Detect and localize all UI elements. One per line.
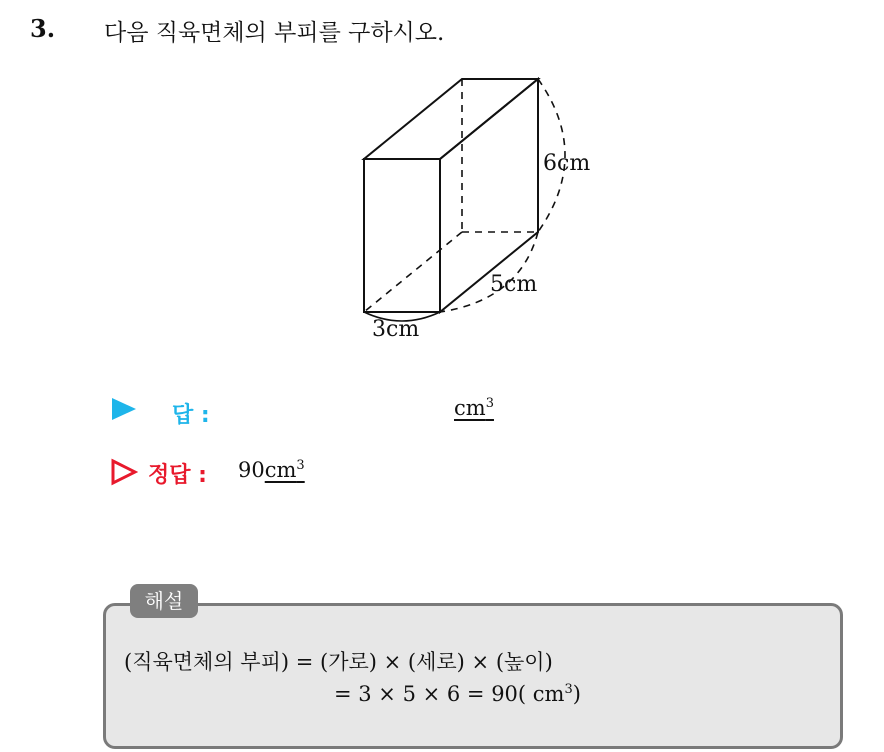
correct-value: 90	[238, 458, 265, 482]
correct-unit: $cm^3$	[264, 458, 305, 482]
explanation-line-1: (직육면체의 부피) = (가로) × (세로) × (높이)	[124, 650, 553, 674]
answer-unit[interactable]: $cm^3$	[454, 396, 494, 420]
question-text: 다음 직육면체의 부피를 구하시오.	[104, 20, 445, 46]
depth-label: 5cm	[490, 272, 538, 297]
play-triangle-icon	[112, 398, 136, 420]
answer-label: 답 :	[172, 403, 210, 428]
hidden-edge-diagonal	[364, 232, 462, 312]
explanation-line-2: = 3 × 5 × 6 = 90( $cm^3$)	[334, 682, 581, 706]
cuboid-front-face	[364, 159, 440, 312]
width-label: 3cm	[372, 317, 420, 342]
explanation-box	[103, 603, 843, 749]
answer-row	[112, 398, 136, 420]
explanation-tag: 해설	[130, 584, 198, 618]
outline-triangle-icon	[110, 458, 138, 486]
question-number: 3.	[30, 14, 56, 43]
correct-label: 정답 :	[148, 463, 207, 488]
cuboid-top-face	[364, 79, 538, 159]
correct-answer	[238, 458, 305, 482]
cuboid-figure	[0, 0, 884, 360]
height-label: 6cm	[543, 151, 591, 176]
